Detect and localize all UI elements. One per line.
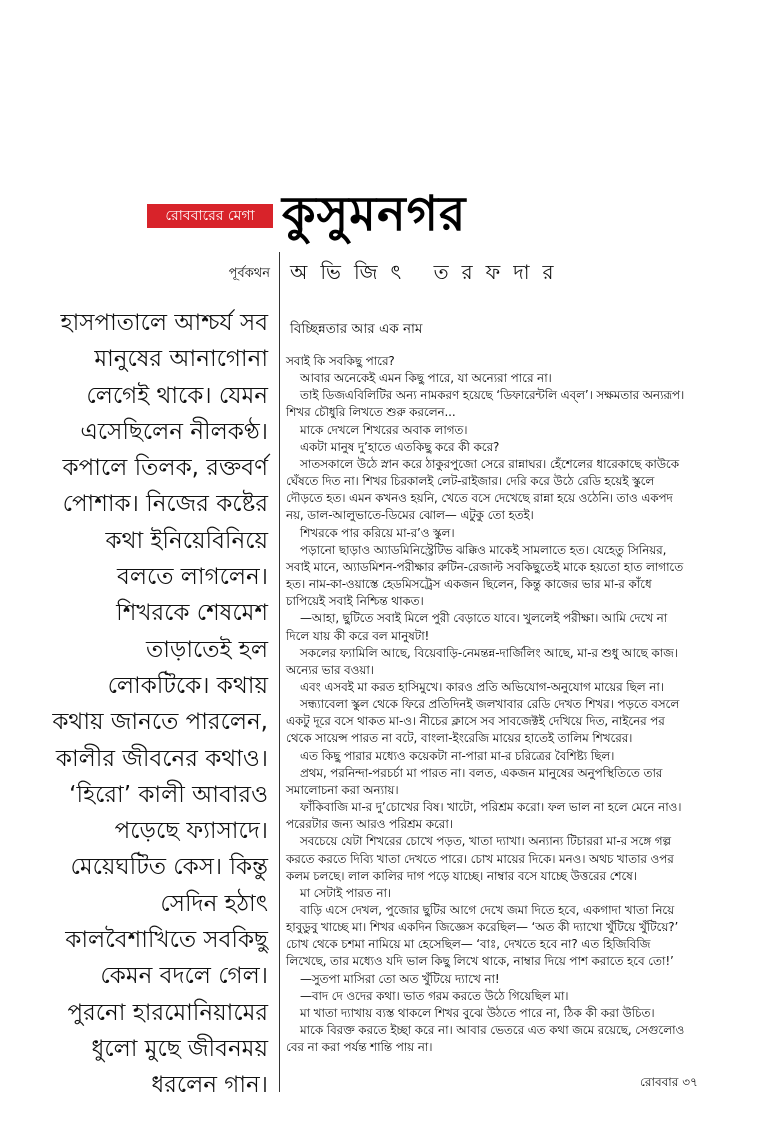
summary-line: মানুষের আনাগোনা (94, 346, 268, 373)
body-line: সমালোচনা করা অন্যায়। (286, 782, 399, 797)
body-line: সবচেয়ে যেটা শিখরের চোখে পড়ত, খাতা দ্যাখা। অন্যান্য টিচাররা মা-র সঙ্গে গল্প (300, 834, 671, 849)
summary-line: পুরনো হারমোনিয়ামের (67, 999, 268, 1026)
summary-line: বলতে লাগলেন। (117, 564, 268, 591)
body-line: —বাদ দে ওদের কথা। ভাত গরম করতে উঠে গিয়েছিল মা। (300, 988, 569, 1003)
story-title: কুসুমনগর (282, 186, 467, 242)
author-name: অভিজিৎ তরফদার (290, 260, 567, 284)
body-line: এত কিছু পারার মধ্যেও কয়েকটা না-পারা মা-র চরিত্রের বৈশিষ্ট্য ছিল। (300, 748, 615, 763)
summary-line: কথায় জানতে পারলেন, (52, 709, 268, 736)
body-line: ঘেঁষতে দিত না। শিখর চিরকালই লেট-রাইজার। দেরি করে উঠে রেডি হয়েই স্কুলে (286, 474, 655, 489)
summary-line: ধুলো মুছে জীবনময় (91, 1035, 268, 1062)
body-line: বাড়ি এসে দেখল, পুজোর ছুটির আগে দেখে জমা দিতে হবে, একগাদা খাতা নিয়ে (300, 903, 675, 917)
body-line: অন্যের ভার বওয়া। (286, 662, 374, 677)
summary-line: ‘হিরো’ কালী আবারও (69, 781, 268, 808)
body-line: চাপিয়েই সবাই নিশ্চিন্ত থাকত। (286, 594, 424, 609)
body-line: চোখ থেকে চশমা নামিয়ে মা হেসেছিল— ‘বাঃ, দেখতে হবে না? এত হিজিবিজি (286, 937, 651, 952)
body-line: করতে করতে দিব্যি খাতা দেখতে পারে। চোখ মায়ের দিকে। মনও। অথচ খাতার ওপর (286, 851, 674, 866)
body-line: সন্ধ্যাবেলা স্কুল থেকে ফিরে প্রতিদিনই জলখাবার রেডি দেখত শিখর। পড়তে বসলে (300, 697, 680, 712)
body-line: সবাই মানে, অ্যাডমিশন-পরীক্ষার রুটিন-রেজাল্ট সবকিছুতেই মাকে হয়তো হাত লাগাতে (286, 559, 684, 574)
body-line: মা সেটাই পারত না। (300, 885, 392, 900)
body-line: কলম চলছে। লাল কালির দাগ পড়ে যাচ্ছে। নাম্বার বসে যাচ্ছে উত্তরের শেষে। (286, 868, 637, 883)
page-folio: রোববার ৩৭ (640, 1075, 698, 1089)
summary-line: কালবৈশাখিতে সবকিছু (65, 927, 268, 954)
chapter-title: বিচ্ছিন্নতার আর এক নাম (290, 321, 423, 337)
body-line: সবাই কি সবকিছু পারে? (286, 354, 395, 368)
body-line: সকলের ফ্যামিলি আছে, বিয়েবাড়ি-নেমন্তন্ন-দার্জিলিং আছে, মা-র শুধু আছে কাজ। (300, 645, 678, 660)
body-line: মা খাতা দ্যাখায় ব্যস্ত থাকলে শিখর বুঝে উঠতে পারে না, ঠিক কী করা উচিত। (300, 1005, 655, 1020)
body-line: বের না করা পর্যন্ত শান্তি পায় না। (286, 1040, 433, 1055)
body-line: মাকে বিরক্ত করতে ইচ্ছা করে না। আবার ভেতরে এত কথা জমে রয়েছে, সেগুলোও (300, 1023, 685, 1038)
summary-line: মেয়েঘটিত কেস। কিন্তু (70, 854, 268, 881)
body-line: একটা মানুষ দু’হাতে এতকিছু করে কী করে? (300, 439, 500, 454)
body-line: হাবুডুবু খাচ্ছে মা। শিখর একদিন জিজ্ঞেস করেছিল— ‘অত কী দ্যাখো খুঁটিয়ে খুঁটিয়ে?’ (286, 920, 679, 935)
summary-line: হাসপাতালে আশ্চর্য সব (60, 310, 268, 336)
summary-line: ধরলেন গান। (151, 1072, 268, 1099)
summary-line: সেদিন হঠাৎ (160, 890, 268, 917)
body-line: একটু দূরে বসে থাকত মা-ও। নীচের ক্লাসে সব সাবজেক্টই দেখিয়ে দিত, নাইনের পর (286, 714, 665, 729)
summary-line: কালীর জীবনের কথাও। (55, 745, 268, 772)
body-line: মাকে দেখলে শিখরের অবাক লাগত। (300, 422, 468, 437)
summary-line: এসেছিলেন নীলকণ্ঠ। (80, 418, 268, 445)
body-line: আবার অনেকেই এমন কিছু পারে, যা অন্যেরা পারে না। (300, 371, 552, 386)
body-line: —সুতপা মাসিরা তো অত খুঁটিয়ে দ্যাখে না! (300, 971, 500, 986)
summary-pull-quote (46, 305, 268, 1104)
body-line: প্রথম, পরনিন্দা-পরচর্চা মা পারত না। বলত, একজন মানুষের অনুপস্থিতিতে তার (300, 765, 663, 780)
body-line: লিখেছে, তার মধ্যেও যদি ভাল কিছু লিখে থাকে, নাম্বার দিয়ে পাশ করাতে হবে তো!’ (286, 954, 674, 969)
previously-label: পূর্বকথন (228, 266, 270, 281)
body-line: সাতসকালে উঠে স্নান করে ঠাকুরপুজো সেরে রান্নাঘর। হেঁশেলের ধারেকাছে কাউকে (300, 456, 680, 471)
body-line: ফাঁকিবাজি মা-র দু’চোখের বিষ। খাটো, পরিশ্রম করো। ফল ভাল না হলে মেনে নাও। (300, 800, 682, 815)
body-line: শিখরকে পার করিয়ে মা-র’ও স্কুল। (300, 525, 455, 540)
body-line: —আহা, ছুটিতে সবাই মিলে পুরী বেড়াতে যাবে। খুললেই পরীক্ষা। আমি দেখে না (300, 611, 668, 626)
body-line: তাই ডিজএবিলিটির অন্য নামকরণ হয়েছে ‘ডিফারেন্টলি এব্‌ল’। সক্ষমতার অন্যরূপ। (300, 388, 685, 403)
summary-line: কপালে তিলক, রক্তবর্ণ (62, 455, 268, 482)
summary-line: লোকটিকে। কথায় (107, 672, 268, 699)
summary-line: কেমন বদলে গেল। (100, 963, 268, 990)
summary-line: লেগেই থাকে। যেমন (86, 382, 268, 409)
article-body (286, 353, 756, 1056)
summary-line: শিখরকে শেষমেশ (116, 600, 268, 627)
body-line: দৌড়তে হত। এমন কখনও হয়নি, খেতে বসে দেখেছে রান্না হয়ে ওঠেনি। তাও একপদ (286, 491, 673, 506)
column-divider (279, 252, 280, 1092)
summary-line: পোশাক। নিজের কষ্টের (62, 491, 268, 518)
summary-line: তাড়াতেই হল (145, 636, 268, 663)
body-line: নয়, ডাল-আলুভাতে-ডিমের ঝোল— এটুকু তো হতই। (286, 508, 534, 523)
summary-line: পড়েছে ফ্যাসাদে। (114, 818, 268, 845)
body-line: পড়ানো ছাড়াও অ্যাডমিনিস্ট্রেটিভ ঝক্কিও মাকেই সামলাতে হত। যেহেতু সিনিয়র, (300, 542, 667, 557)
body-line: শিখর চৌধুরি লিখতে শুরু করলেন... (286, 405, 456, 420)
body-line: এবং এসবই মা করত হাসিমুখে। কারও প্রতি অভিযোগ-অনুযোগ মায়ের ছিল না। (300, 679, 664, 694)
summary-line: কথা ইনিয়েবিনিয়ে (105, 527, 268, 554)
body-line: থেকে সায়েন্স পারত না বটে, বাংলা-ইংরেজি মায়ের হাতেই তালিম শিখরের। (286, 731, 633, 746)
body-line: দিলে যায় কী করে বল মানুষটা! (286, 628, 430, 643)
body-line: পরেরটার জন্য আরও পরিশ্রম করো। (286, 817, 453, 832)
section-label-badge: রোববারের মেগা (147, 204, 273, 228)
body-line: হত। নাম-কা-ওয়াস্তে হেডমিসট্রেস একজন ছিলেন, কিন্তু কাজের ভার মা-র কাঁধে (286, 577, 652, 592)
